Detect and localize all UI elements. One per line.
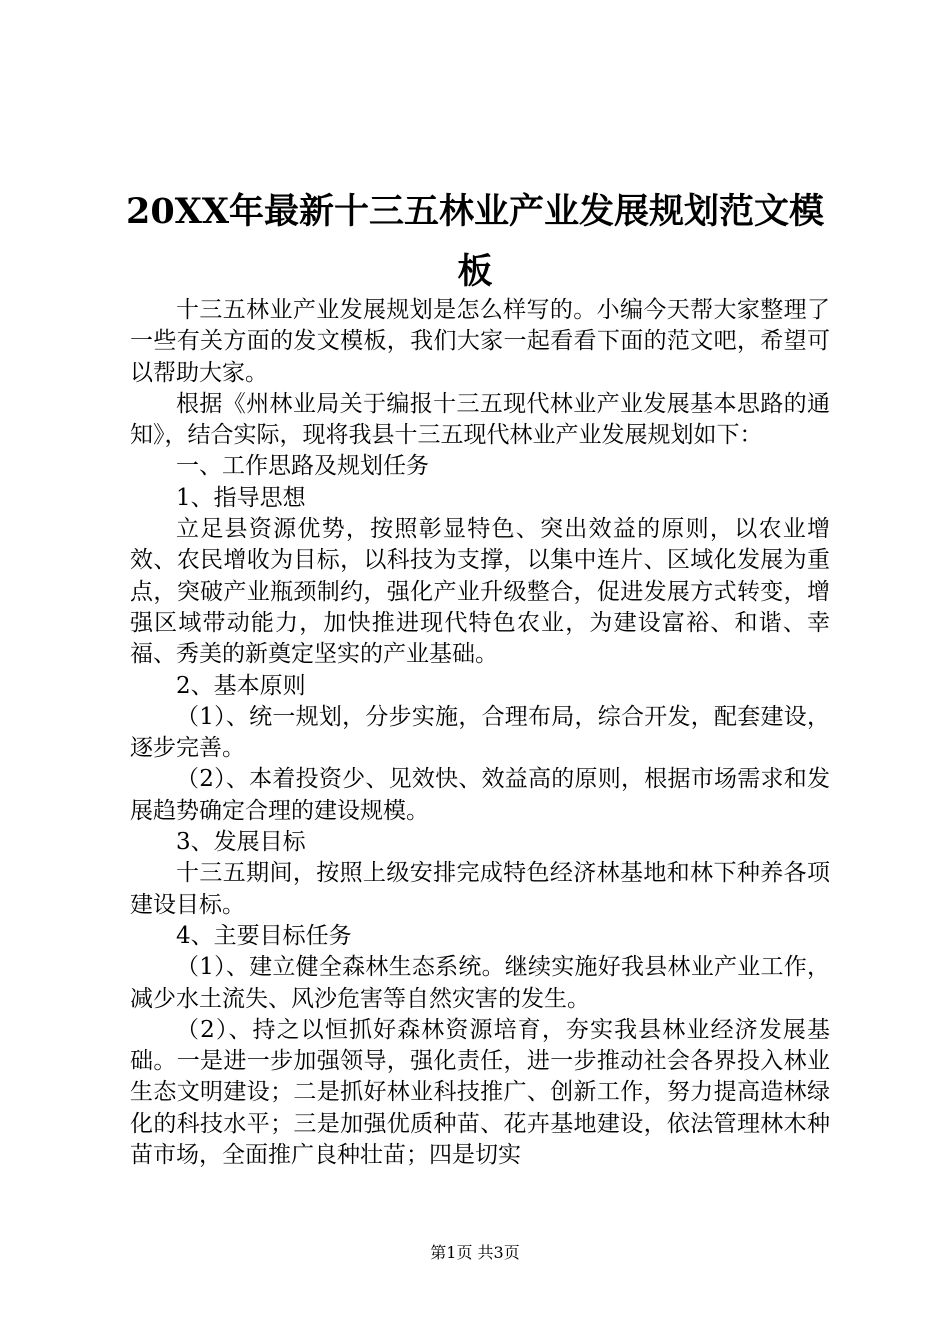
paragraph-task-2: （2）、持之以恒抓好森林资源培育，夯实我县林业经济发展基础。一是进一步加强领导，强化责任，进一步推动社会各界投入林业生态文明建设；二是抓好林业科技推广、创新工作，努力提高造林绿化的科技水平；三是加强优质种苗、花卉基地建设，依法管理林木种苗市场，全面推广良种壮苗；四是切实 — [130, 1016, 830, 1169]
document-title: 20XX年最新十三五林业产业发展规划范文模板 — [125, 191, 825, 292]
subheading-guiding-thought: 1、指导思想 — [176, 484, 306, 511]
paragraph-development-goals: 十三五期间，按照上级安排完成特色经济林基地和林下种养各项建设目标。 — [130, 860, 830, 918]
paragraph-principle-1: （1）、统一规划，分步实施，合理布局，综合开发，配套建设，逐步完善。 — [130, 703, 830, 762]
paragraph-intro: 十三五林业产业发展规划是怎么样写的。小编今天帮大家整理了一些有关方面的发文模板，我们大家一起看看下面的范文吧，希望可以帮助大家。 — [130, 297, 830, 386]
section-heading-1: 一、工作思路及规划任务 — [176, 453, 429, 480]
subheading-basic-principles: 2、基本原则 — [176, 672, 306, 699]
page-number-footer: 第1页 共3页 — [430, 1243, 520, 1262]
paragraph-basis: 根据《州林业局关于编报十三五现代林业产业发展基本思路的通知》，结合实际，现将我县十三五现代林业产业发展规划如下： — [130, 390, 830, 449]
paragraph-task-1: （1）、建立健全森林生态系统。继续实施好我县林业产业工作，减少水土流失、风沙危害等自然灾害的发生。 — [130, 954, 830, 1012]
paragraph-principle-2: （2）、本着投资少、见效快、效益高的原则，根据市场需求和发展趋势确定合理的建设规模。 — [130, 766, 830, 824]
subheading-main-tasks: 4、主要目标任务 — [176, 922, 352, 949]
paragraph-guiding-thought: 立足县资源优势，按照彰显特色、突出效益的原则，以农业增效、农民增收为目标，以科技为支撑，以集中连片、区域化发展为重点，突破产业瓶颈制约，强化产业升级整合，促进发展方式转变，增强区域带动能力，加快推进现代特色农业，为建设富裕、和谐、幸福、秀美的新奠定坚实的产业基础。 — [130, 516, 830, 668]
document-body — [130, 295, 830, 1171]
subheading-development-goals: 3、发展目标 — [176, 829, 306, 856]
